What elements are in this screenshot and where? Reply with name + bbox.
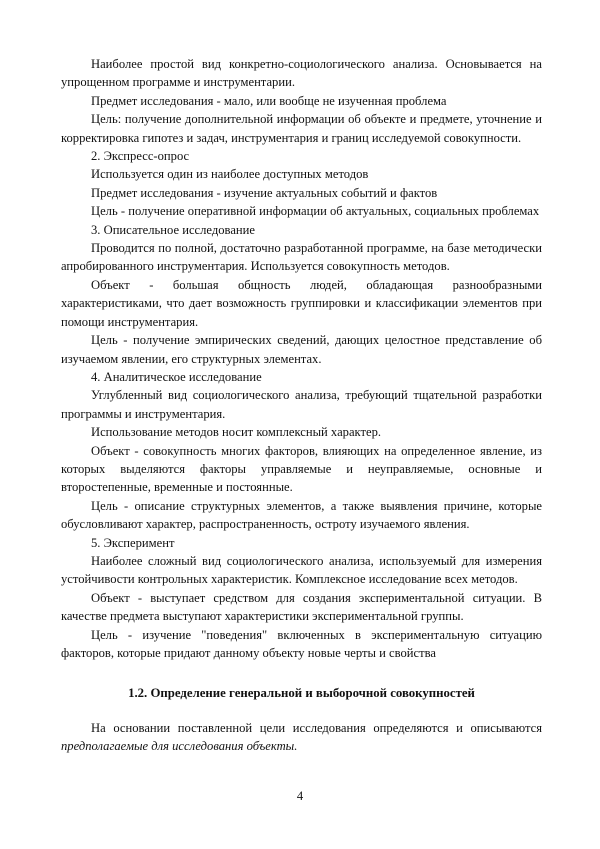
paragraph: Предмет исследования - мало, или вообще не изученная проблема [91,93,447,108]
paragraph: Цель - изучение "поведения" включенных в экспериментальную ситуацию факторов, которые придают данному объекту новые черты и свойства [61,627,542,660]
section-heading: 1.2. Определение генеральной и выборочной совокупностей [128,686,475,701]
paragraph: Используется один из наиболее доступных методов [91,167,369,182]
paragraph: Использование методов носит комплексный характер. [91,425,382,440]
paragraph: Цель: получение дополнительной информации об объекте и предмете, уточнение и корректировка гипотез и задач, инструментария и границ исследуемой совокупности. [61,112,542,145]
paragraph: Наиболее сложный вид социологического анализа, используемый для измерения устойчивости контрольных характеристик. Комплексное исследование всех методов. [61,553,542,587]
list-heading-analytical-research: 4. Аналитическое исследование [91,369,262,384]
closing-paragraph-text: На основании поставленной цели исследования определяются и описываются [91,720,542,735]
paragraph: Цель - получение эмпирических сведений, дающих целостное представление об изучаемом явлении, его структурных элементах. [61,333,542,366]
list-heading-express-survey: 2. Экспресс-опрос [91,149,190,164]
list-heading-descriptive-research: 3. Описательное исследование [91,222,255,237]
paragraph: Предмет исследования - изучение актуальных событий и фактов [91,185,438,200]
paragraph: Цель - получение оперативной информации об актуальных, социальных проблемах [91,204,540,219]
paragraph: Объект - выступает средством для создания экспериментальной ситуации. В качестве предмета выступают характеристики экспериментальной группы. [61,590,542,624]
list-heading-experiment: 5. Эксперимент [91,535,175,550]
paragraph: Объект - совокупность многих факторов, влияющих на определенное явление, из которых выделяются факторы управляемые и неуправляемые, основные и второстепенные, временные и постоянные. [61,443,542,495]
closing-paragraph [61,719,542,756]
paragraph: Объект - большая общность людей, обладающая разнообразными характеристиками, что дает возможность группировки и классификации элементов при помощи инструментария. [61,277,542,329]
page-content [61,55,542,756]
paragraph: Наиболее простой вид конкретно-социологического анализа. Основывается на упрощенном программе и инструментарии. [61,57,542,90]
paragraph: Углубленный вид социологического анализа, требующий тщательной разработки программы и инструментария. [61,388,542,421]
paragraph: Цель - описание структурных элементов, а также выявления причине, которые обусловливают характер, распространенность, остроту изучаемого явления. [61,498,542,532]
paragraph: Проводится по полной, достаточно разработанной программе, на базе методически апробированного инструментария. Используется совокупность методов. [61,241,542,274]
closing-paragraph-emphasis: предполагаемые для исследования объекты. [61,739,298,754]
page-number: 4 [296,789,304,803]
